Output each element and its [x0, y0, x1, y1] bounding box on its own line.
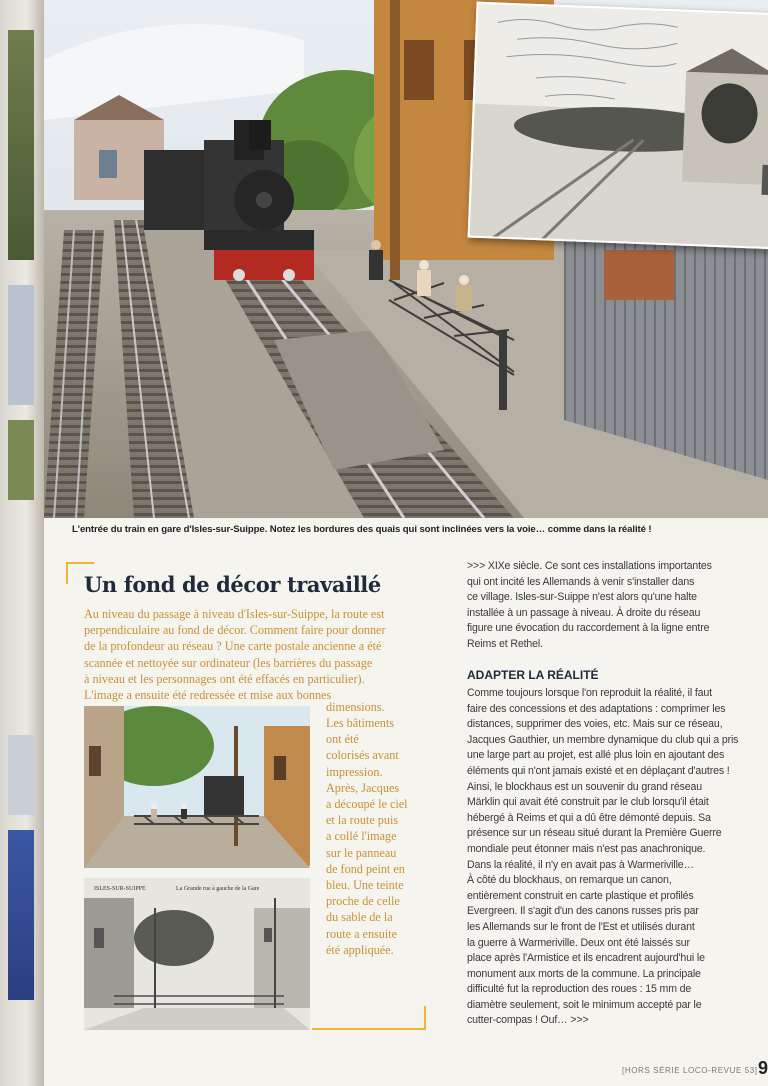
right-body-paragraph: Comme toujours lorsque l'on reproduit la réalité, il faut faire des concessions et des adaptations : comprimer les distances, supprimer des voies, etc. Mais sur ce réseau, Jacques Gauthier, un membre dynamique du club qui a pris une large part au projet, est allé plus loin en ajoutant des éléments qui n'ont jamais existé et en déplaçant d'autres ! Ainsi, le blockhaus est un souvenir du grand réseau Märklin qui avait été construit par le club lorsqu'il était hébergé à Reims et qui a dû être démonté depuis. Sa présence sur un réseau situé durant la Première Guerre mondiale peut étonner mais n'est pas anachronique. Dans la réalité, il n'y en avait pas à Warmeriville… À côté du blockhaus, on remarque un canon, entièrement construit en carte plastique et profilés Evergreen. Il s'agit d'un des canons russes pris par les Allemands sur le front de l'Est et utilisés durant la guerre à Warmeriville. Deux ont été laissés sur place après l'Armistice et ils encadrent aujourd'hui le monument aux morts de la commune. La principale difficulté fut la reproduction des roues : 15 mm de diamètre seulement, soit le minimum accepté par le cutter-compas ! Ouf… >>> [467, 687, 739, 1027]
photo-caption: L'entrée du train en gare d'Isles-sur-Suippe. Notez les bordures des quais qui sont inclinées vers la voie… comme dans la réalité ! [72, 524, 652, 535]
page-number: 9 [758, 1058, 768, 1078]
accent-bracket-bottom [312, 1028, 424, 1030]
accent-bracket-top [66, 562, 94, 564]
postcard-subheader: La Grande rue à gauche de la Gare [176, 886, 260, 892]
footer-series: [HORS SÉRIE LOCO-REVUE 53] [622, 1066, 758, 1075]
hero-photo-station [44, 0, 768, 518]
photo-level-crossing-model [84, 706, 310, 868]
adjacent-page-edge [0, 0, 44, 1086]
article-title: Un fond de décor travaillé [84, 572, 381, 597]
lead-paragraph: Au niveau du passage à niveau d'Isles-sur-Suippe, la route est perpendiculaire au fond de décor. Comment faire pour donner de la profondeur au réseau ? Une carte postale ancienne a été scannée et nettoyée sur ordinateur (les barrières du passage à niveau et les personnages ont été effacés en particulier). L'image a ensuite été redressée et mise aux bonnes [84, 607, 386, 703]
postcard-header: ISLES-SUR-SUIPPE [94, 886, 146, 892]
right-intro-paragraph: >>> XIXe siècle. Ce sont ces installations importantes qui ont incité les Allemands à venir s'installer dans ce village. Isles-sur-Suippe n'est alors qu'une halte installée à un passage à niveau. À droite du réseau figure une évocation du raccordement à la ligne entre Reims et Rethel. [467, 560, 712, 650]
lead-continuation: dimensions. [326, 700, 385, 714]
old-postcard-inset [468, 2, 768, 251]
photo-old-postcard-street [84, 878, 310, 1030]
side-paragraph: Les bâtiments ont été colorisés avant impression. Après, Jacques a découpé le ciel et la route puis a collé l'image sur le panneau de fond peint en bleu. Une teinte proche de celle du sable de la route a ensuite été appliquée. [326, 716, 408, 957]
section-subheading: ADAPTER LA RÉALITÉ [467, 668, 599, 682]
